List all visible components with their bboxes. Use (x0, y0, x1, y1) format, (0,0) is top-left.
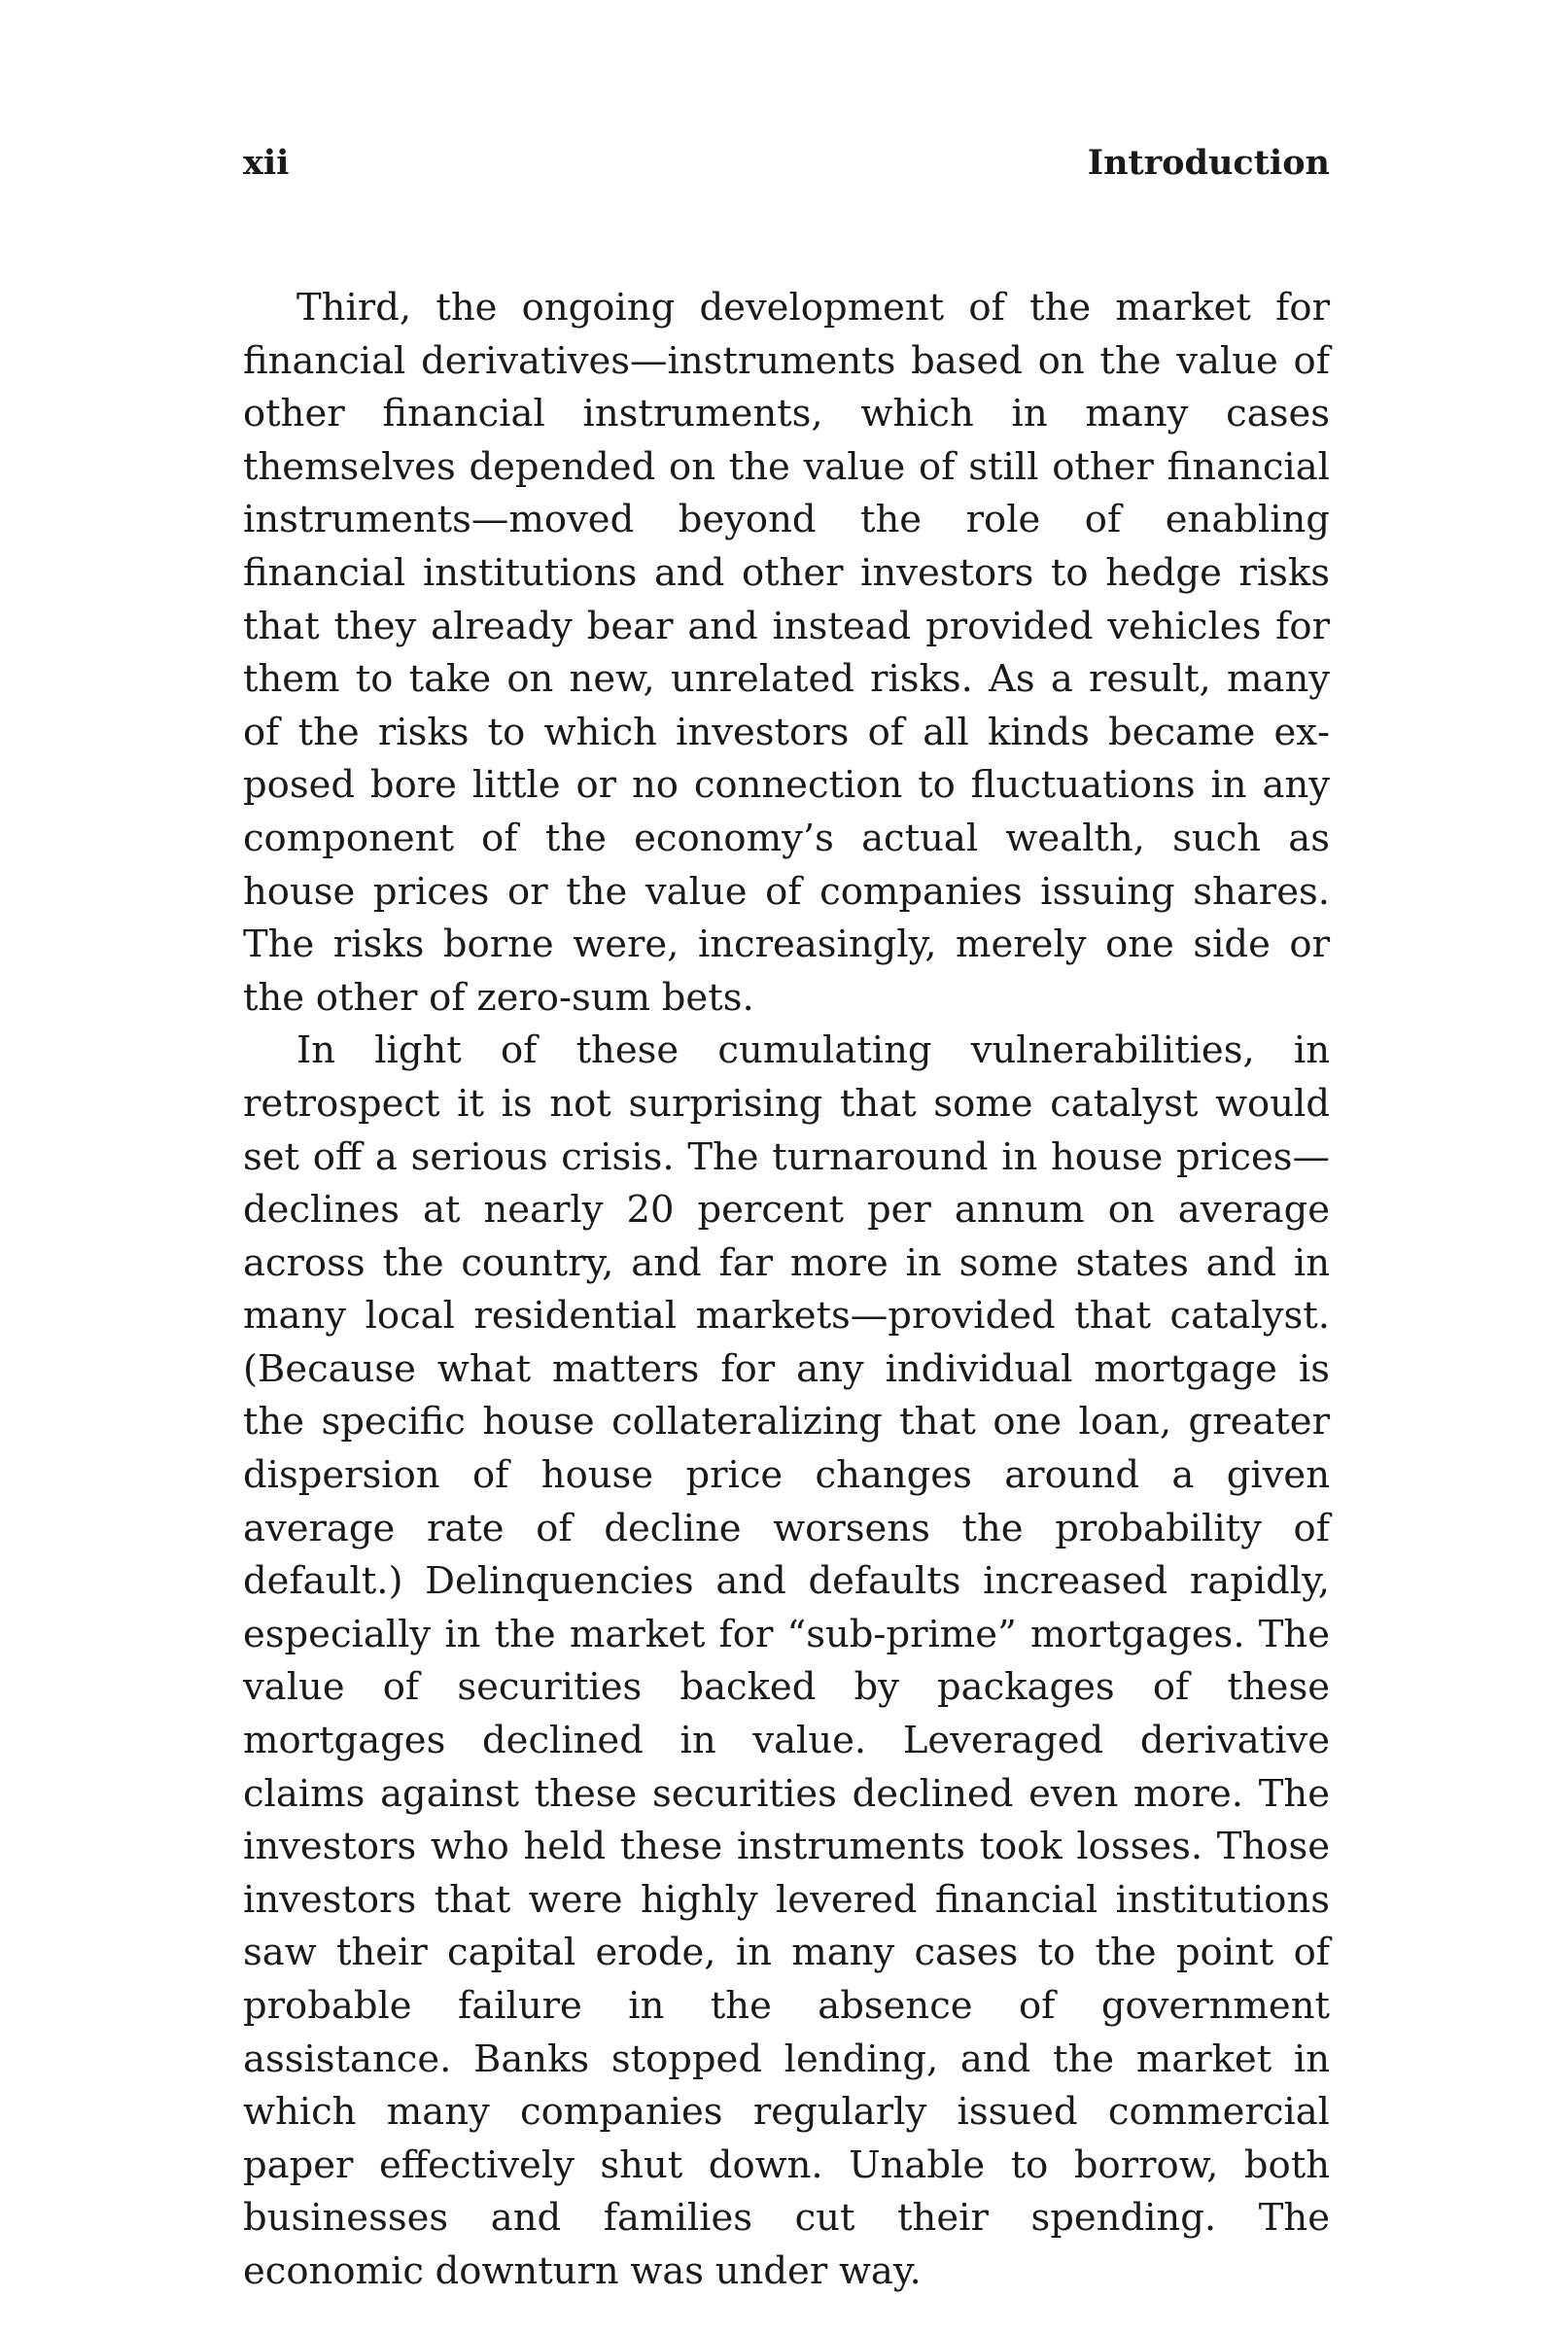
chapter-title: Introduction (1087, 143, 1330, 183)
paragraph-derivatives: Third, the ongoing development of the market for financial derivatives—instruments based on the value of other financial instruments, which in many cases themselves depended on the value of still other financial instruments—moved beyond the role of enabling financial institutions and other investors to hedge risks that they already bear and instead provided vehicles for them to take on new, unrelated risks. As a result, many of the risks to which investors of all kinds became exposed bore little or no connection to fluctuations in any component of the economy’s actual wealth, such as house prices or the value of companies issuing shares. The risks borne were, increasingly, merely one side or the other of zero-sum bets. (243, 286, 1330, 1020)
running-head (243, 134, 1330, 192)
paragraph-crisis: In light of these cumulating vulnerabilities, in retrospect it is not surprising that some catalyst would set off a serious crisis. The turnaround in house prices—declines at nearly 20 percent per annum on average across the country, and far more in some states and in many local residential markets—provided that catalyst. (Because what matters for any individual mortgage is the specific house collateralizing that one loan, greater dispersion of house price changes around a given average rate of decline worsens the probability of default.) Delinquencies and defaults increased rapidly, especially in the market for “sub-prime” mortgages. The value of securities backed by packages of these mortgages declined in value. Leveraged derivative claims against these securities declined even more. The investors who held these instruments took losses. Those investors that were highly levered financial institutions saw their capital erode, in many cases to the point of probable failure in the absence of government assistance. Banks stopped lending, and the market in which many companies regularly issued commercial paper effectively shut down. Unable to borrow, both businesses and families cut their spending. The economic downturn was under way. (243, 1028, 1330, 2293)
page-number: xii (243, 143, 290, 183)
body-text (243, 282, 1330, 2299)
